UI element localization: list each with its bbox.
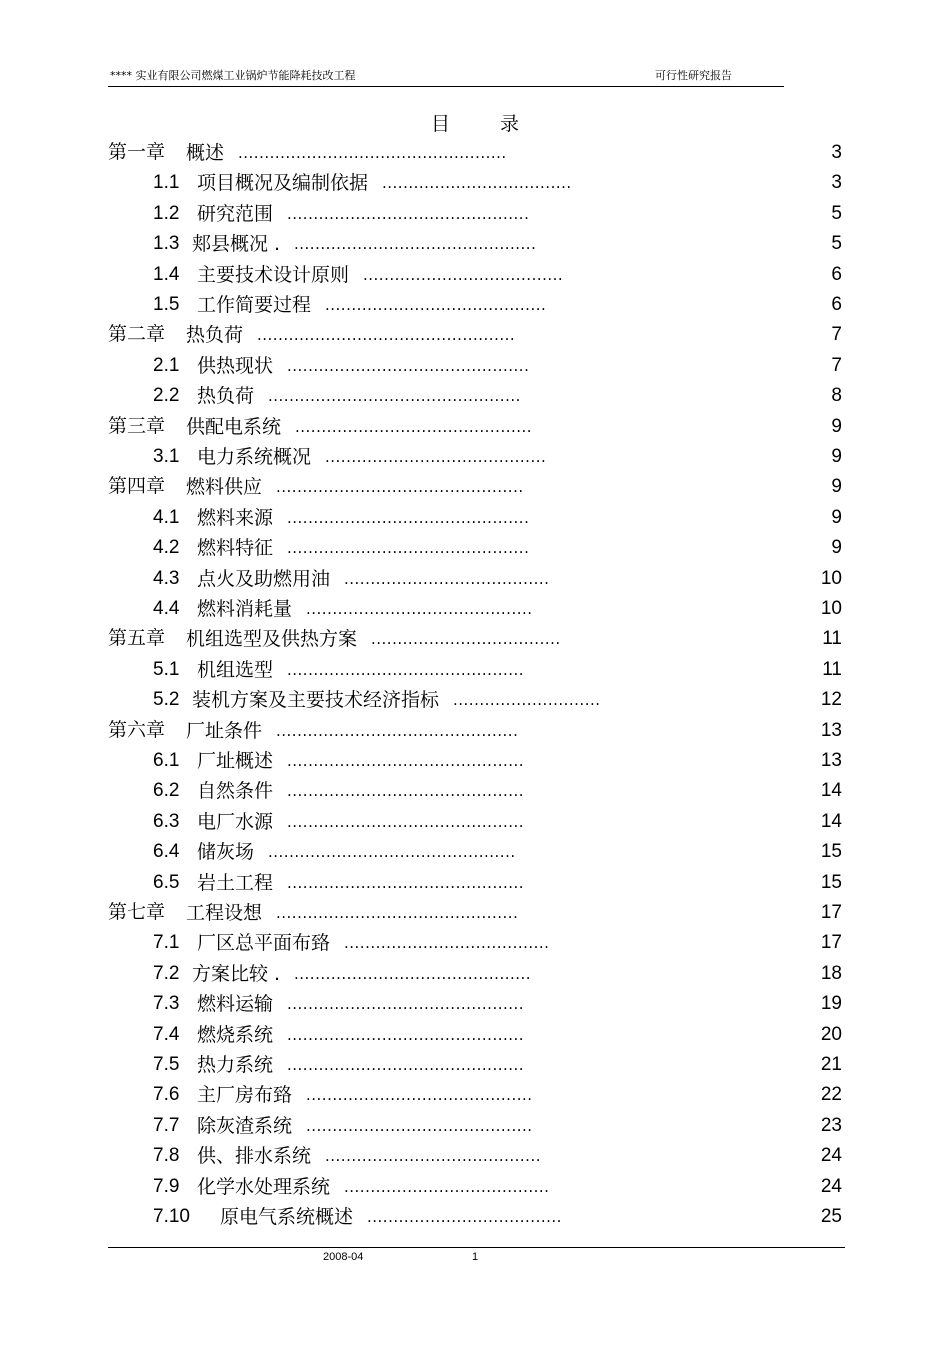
toc-page-number: 7 xyxy=(831,354,842,376)
toc-section-row[interactable] xyxy=(0,1080,950,1110)
toc-entry-title: 厂址概述 xyxy=(197,750,274,772)
toc-entry-number: 7.4 xyxy=(153,1023,180,1045)
toc-page-number: 24 xyxy=(820,1175,842,1197)
toc-page-number: 9 xyxy=(831,476,842,498)
toc-entry-number: 7.1 xyxy=(153,932,180,954)
toc-page-number: 6 xyxy=(831,263,842,285)
toc-entry-number: 第五章 xyxy=(108,628,166,650)
toc-entry-title: 机组选型 xyxy=(197,658,274,681)
toc-entry-number: 7.7 xyxy=(153,1114,180,1136)
toc-section-row[interactable] xyxy=(0,1050,950,1080)
toc-entry-title: 供热现状 xyxy=(197,354,274,377)
toc-title: 目 录 xyxy=(430,113,542,135)
toc-section-row[interactable] xyxy=(0,1141,950,1171)
toc-page-number: 9 xyxy=(831,446,842,467)
toc-page-number: 3 xyxy=(831,172,842,194)
toc-page-number: 9 xyxy=(831,506,842,528)
toc-section-row[interactable] xyxy=(0,837,950,867)
toc-leader-dots: .............................................. xyxy=(276,904,519,922)
toc-leader-dots: ............................................. xyxy=(287,1025,525,1044)
toc-page-number: 13 xyxy=(820,719,842,741)
toc-page-number: 9 xyxy=(831,537,842,559)
toc-section-row[interactable] xyxy=(0,503,950,533)
toc-page-number: 20 xyxy=(820,1023,842,1045)
toc-page-number: 5 xyxy=(831,233,842,255)
toc-section-row[interactable] xyxy=(0,1020,950,1050)
toc-entry-number: 第六章 xyxy=(108,719,166,741)
toc-page-number: 9 xyxy=(831,415,842,437)
toc-section-row[interactable] xyxy=(0,290,950,320)
toc-entry-number: 4.4 xyxy=(153,598,180,619)
toc-entry-title: 燃料运输 xyxy=(197,993,274,1016)
toc-entry-title: 电厂水源 xyxy=(197,810,274,833)
toc-section-row[interactable] xyxy=(0,351,950,381)
toc-leader-dots: ................................................ xyxy=(268,387,521,406)
toc-section-row[interactable] xyxy=(0,594,950,624)
toc-page-number: 11 xyxy=(822,628,842,650)
toc-entry-title: 燃烧系统 xyxy=(197,1023,274,1046)
toc-entry-number: 6.1 xyxy=(153,750,180,771)
toc-leader-dots: .............................................. xyxy=(276,721,519,740)
toc-page-number: 10 xyxy=(820,598,842,619)
toc-page-number: 13 xyxy=(820,750,842,771)
toc-entry-number: 3.1 xyxy=(153,446,180,467)
toc-entry-title: 燃料特征 xyxy=(197,537,274,560)
toc-entry-number: 5.1 xyxy=(153,658,180,680)
toc-page-number: 10 xyxy=(820,567,842,589)
toc-page-number: 17 xyxy=(820,932,842,954)
toc-section-row[interactable] xyxy=(0,1111,950,1141)
toc-section-row[interactable] xyxy=(0,1172,950,1202)
toc-entry-title: 热负荷 xyxy=(186,324,244,347)
toc-entry-title: 储灰场 xyxy=(197,841,255,864)
toc-page-number: 12 xyxy=(820,689,842,711)
toc-entry-number: 7.5 xyxy=(153,1054,180,1075)
toc-entry-number: 7.8 xyxy=(153,1145,180,1167)
toc-page-number: 6 xyxy=(831,294,842,315)
toc-entry-number: 1.1 xyxy=(153,172,180,194)
toc-section-row[interactable] xyxy=(0,868,950,898)
toc-section-row[interactable] xyxy=(0,229,950,259)
toc-entry-title: 供、排水系统 xyxy=(197,1145,312,1168)
toc-leader-dots: ..................................... xyxy=(367,1208,562,1226)
toc-entry-number: 4.3 xyxy=(153,567,180,589)
toc-entry-title: 点火及助燃用油 xyxy=(197,567,331,590)
toc-entry-number: 7.2 xyxy=(153,962,180,984)
toc-entry-number: 2.2 xyxy=(153,385,180,407)
toc-entry-title: 热力系统 xyxy=(197,1054,274,1076)
toc-leader-dots: ................................................. xyxy=(257,326,516,345)
toc-leader-dots: .............................................. xyxy=(294,235,537,254)
toc-page-number: 7 xyxy=(831,324,842,346)
toc-page-number: 23 xyxy=(820,1114,842,1136)
toc-page-number: 15 xyxy=(820,871,842,893)
toc-section-row[interactable] xyxy=(0,928,950,958)
toc-entry-title: 厂址条件 xyxy=(186,719,263,742)
toc-section-row[interactable] xyxy=(0,776,950,806)
toc-leader-dots: ............................................. xyxy=(287,660,525,679)
toc-leader-dots: .............................................. xyxy=(287,356,530,375)
footer-page-number: 1 xyxy=(472,1251,479,1263)
toc-entry-number: 第七章 xyxy=(108,902,166,923)
toc-entry-title: 岩土工程 xyxy=(197,871,274,894)
toc-page-number: 8 xyxy=(831,385,842,407)
toc-entry-number: 第四章 xyxy=(108,476,166,498)
toc-leader-dots: ............................................. xyxy=(287,995,525,1014)
toc-entry-number: 第二章 xyxy=(108,324,166,346)
toc-section-row[interactable] xyxy=(0,168,950,198)
toc-entry-number: 7.6 xyxy=(153,1084,180,1106)
toc-section-row[interactable] xyxy=(0,533,950,563)
toc-leader-dots: ............................................... xyxy=(268,843,516,862)
toc-entry-title: 概述 xyxy=(186,142,225,164)
toc-section-row[interactable] xyxy=(0,746,950,776)
table-of-contents xyxy=(0,138,950,1238)
toc-entry-number: 6.3 xyxy=(153,810,180,832)
toc-leader-dots: .............................................. xyxy=(287,539,530,558)
page-header-right: 可行性研究报告 xyxy=(655,69,732,82)
toc-leader-dots: ...................................... xyxy=(363,265,564,284)
toc-leader-dots: ............................................. xyxy=(287,1056,525,1074)
toc-entry-title: 项目概况及编制依据 xyxy=(197,172,369,195)
toc-entry-title: 主要技术设计原则 xyxy=(197,263,350,286)
footer-divider xyxy=(108,1247,845,1248)
toc-page-number: 21 xyxy=(820,1054,842,1075)
toc-entry-title: 燃料供应 xyxy=(186,476,263,499)
toc-entry-title: 机组选型及供热方案 xyxy=(186,628,358,651)
toc-leader-dots: .......................................... xyxy=(325,296,547,314)
toc-section-row[interactable] xyxy=(0,989,950,1019)
toc-entry-number: 6.5 xyxy=(153,871,180,893)
toc-entry-title: 原电气系统概述 xyxy=(220,1206,354,1228)
toc-leader-dots: .............................................. xyxy=(287,204,530,223)
toc-entry-title: 装机方案及主要技术经济指标 xyxy=(192,689,440,712)
toc-leader-dots: ....................................... xyxy=(344,934,550,953)
toc-leader-dots: ....................................... xyxy=(344,569,550,588)
toc-entry-title: 燃料来源 xyxy=(197,506,274,529)
toc-leader-dots: ......................................... xyxy=(325,1147,541,1166)
toc-leader-dots: ............................................... xyxy=(276,478,524,497)
toc-page-number: 11 xyxy=(822,658,842,680)
toc-chapter-row[interactable] xyxy=(0,624,950,654)
toc-page-number: 15 xyxy=(820,841,842,863)
toc-section-row[interactable] xyxy=(0,959,950,989)
toc-leader-dots: .......................................... xyxy=(325,448,547,466)
toc-leader-dots: .............................................. xyxy=(287,508,530,527)
toc-entry-title: 郏县概况 . xyxy=(192,233,281,256)
toc-entry-number: 1.2 xyxy=(153,202,180,224)
toc-section-row[interactable] xyxy=(0,1202,950,1232)
toc-leader-dots: ............................................. xyxy=(287,873,525,892)
toc-section-row[interactable] xyxy=(0,685,950,715)
toc-chapter-row[interactable] xyxy=(0,716,950,746)
toc-page-number: 22 xyxy=(820,1084,842,1106)
toc-entry-title: 化学水处理系统 xyxy=(197,1175,331,1198)
toc-leader-dots: ....................................... xyxy=(344,1177,550,1196)
toc-leader-dots: ............................ xyxy=(453,691,601,710)
toc-page-number: 17 xyxy=(820,902,842,923)
toc-entry-title: 自然条件 xyxy=(197,780,274,803)
toc-entry-number: 1.3 xyxy=(153,233,180,255)
toc-entry-number: 1.5 xyxy=(153,294,180,315)
toc-leader-dots: ................................................... xyxy=(238,144,507,162)
toc-entry-number: 7.3 xyxy=(153,993,180,1015)
toc-leader-dots: ........................................... xyxy=(306,1086,533,1105)
toc-leader-dots: ............................................. xyxy=(287,812,525,831)
toc-entry-number: 4.2 xyxy=(153,537,180,559)
toc-page-number: 24 xyxy=(820,1145,842,1167)
toc-entry-title: 供配电系统 xyxy=(186,415,282,438)
toc-entry-number: 6.4 xyxy=(153,841,180,863)
toc-entry-title: 方案比较 . xyxy=(192,962,281,985)
toc-entry-number: 7.10 xyxy=(153,1206,190,1227)
toc-entry-title: 除灰渣系统 xyxy=(197,1114,293,1137)
toc-entry-number: 6.2 xyxy=(153,780,180,802)
toc-section-row[interactable] xyxy=(0,381,950,411)
page-header-left: **** 实业有限公司燃煤工业锅炉节能降耗技改工程 xyxy=(110,69,356,82)
toc-page-number: 14 xyxy=(820,780,842,802)
toc-entry-number: 第一章 xyxy=(108,142,166,163)
toc-section-row[interactable] xyxy=(0,807,950,837)
toc-entry-title: 研究范围 xyxy=(197,202,274,225)
toc-leader-dots: ............................................. xyxy=(295,417,533,436)
toc-chapter-row[interactable] xyxy=(0,472,950,502)
toc-entry-number: 5.2 xyxy=(153,689,180,711)
toc-entry-number: 第三章 xyxy=(108,415,166,437)
toc-leader-dots: ............................................. xyxy=(294,964,532,983)
toc-entry-title: 燃料消耗量 xyxy=(197,598,293,620)
toc-page-number: 3 xyxy=(831,142,842,163)
toc-leader-dots: ............................................. xyxy=(287,752,525,770)
toc-entry-number: 2.1 xyxy=(153,354,180,376)
toc-leader-dots: ............................................. xyxy=(287,782,525,801)
toc-entry-number: 7.9 xyxy=(153,1175,180,1197)
toc-entry-title: 厂区总平面布臵 xyxy=(197,932,331,955)
toc-section-row[interactable] xyxy=(0,199,950,229)
toc-entry-title: 工程设想 xyxy=(186,902,263,924)
toc-entry-title: 主厂房布臵 xyxy=(197,1084,293,1107)
toc-chapter-row[interactable] xyxy=(0,412,950,442)
toc-chapter-row[interactable] xyxy=(0,320,950,350)
toc-section-row[interactable] xyxy=(0,442,950,472)
toc-section-row[interactable] xyxy=(0,655,950,685)
toc-entry-number: 1.4 xyxy=(153,263,180,285)
footer-date: 2008-04 xyxy=(323,1251,364,1263)
header-divider xyxy=(108,86,784,87)
toc-page-number: 25 xyxy=(820,1206,842,1227)
toc-page-number: 14 xyxy=(820,810,842,832)
toc-chapter-row[interactable] xyxy=(0,138,950,168)
toc-entry-title: 工作简要过程 xyxy=(197,294,312,316)
toc-page-number: 5 xyxy=(831,202,842,224)
toc-leader-dots: ........................................... xyxy=(306,1116,533,1135)
toc-entry-title: 热负荷 xyxy=(197,385,255,408)
toc-page-number: 18 xyxy=(820,962,842,984)
toc-entry-title: 电力系统概况 xyxy=(197,446,312,468)
toc-entry-number: 4.1 xyxy=(153,506,180,528)
toc-section-row[interactable] xyxy=(0,260,950,290)
toc-leader-dots: .................................... xyxy=(382,174,572,193)
toc-leader-dots: .................................... xyxy=(371,630,561,649)
toc-section-row[interactable] xyxy=(0,564,950,594)
toc-chapter-row[interactable] xyxy=(0,898,950,928)
toc-page-number: 19 xyxy=(820,993,842,1015)
toc-leader-dots: ........................................... xyxy=(306,600,533,618)
